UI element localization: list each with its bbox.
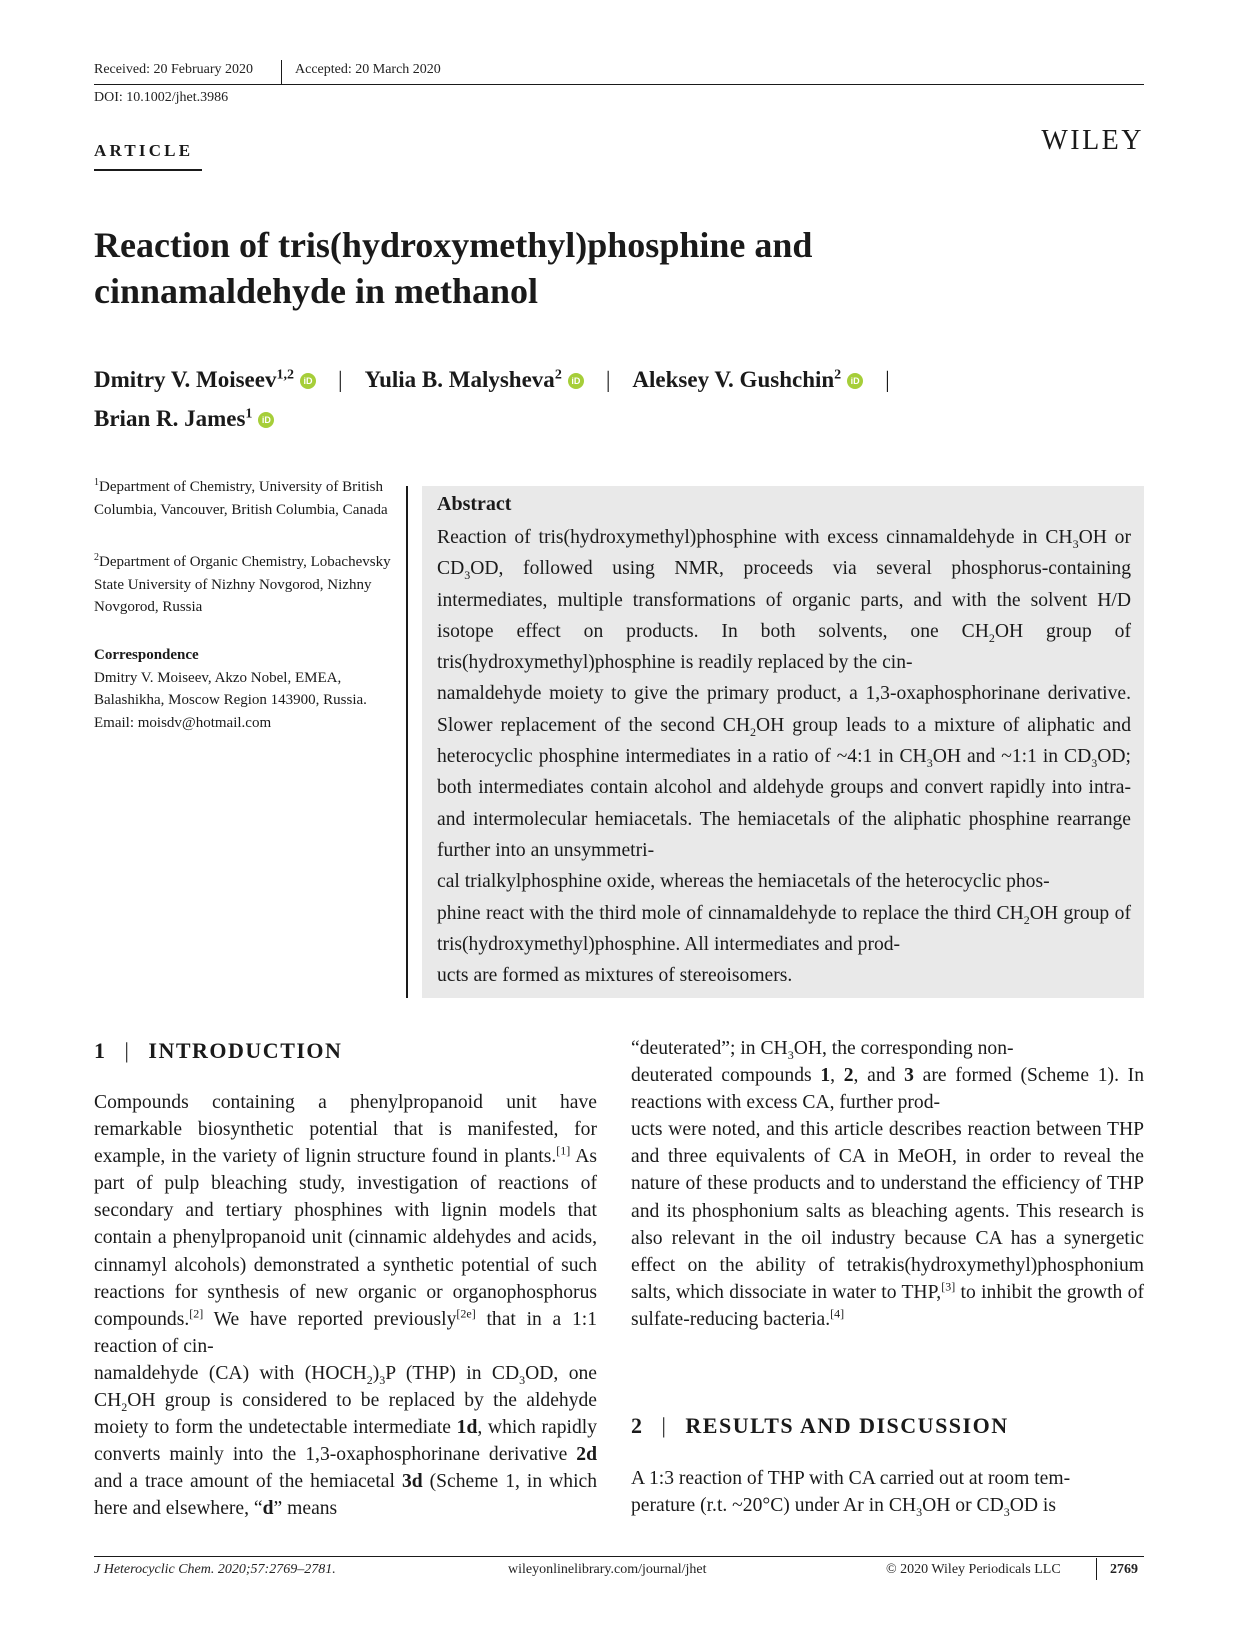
introduction-paragraph: Compounds containing a phenylpropanoid unit have remarkable biosynthetic potential that is manifested, for example, in the variety of lignin structure found in plants.[1] As part of pulp bleaching study, investigation of reactions of secondary and tertiary phosphines with lignin models that contain a phenylpropanoid unit (cinnamic aldehydes and acids, cinnamyl alcohols) demonstrated a synthetic potential of such reactions for synthesis of new organic or organophosphorus compounds.[2] We have reported previously[2e] that in a 1:1 reaction of cin- namaldehyde (CA) with $(HOCH_2)_3P$ (THP) in $CD_3OD$, one $CH_2OH$ group is considered to be replaced by the aldehyde moiety to form the undetectable intermediate 1d, which rapidly converts mainly into the 1,3-oxaphosphorinane derivative 2d and a trace amount of the hemiacetal 3d (Scheme 1, in which here and elsewhere, “d” means [94, 1092, 598, 1520]
journal-citation: J Heterocyclic Chem. 2020;57:2769–2781. [94, 1562, 336, 1577]
section-number: 2 [631, 1413, 644, 1438]
correspondence-email[interactable]: Email: moisdv@hotmail.com [94, 714, 272, 731]
affiliation-number: 2 [94, 552, 99, 563]
orcid-icon[interactable]: iD [300, 373, 316, 389]
affiliation-text: Department of Chemistry, University of British Columbia, Vancouver, British Columbia, Canada [94, 479, 388, 518]
orcid-icon[interactable]: iD [847, 373, 863, 389]
introduction-paragraph-continued: “deuterated”; in $CH_3OH$, the corresponding non- deuterated compounds 1, 2, and 3 are formed (Scheme 1). In reactions with excess CA, further prod- ucts were noted, and this article describes reaction between THP and three equivalents of CA in MeOH, in order to reveal the nature of these products and to understand the efficiency of THP and its phosphonium salts as bleaching agents. This research is also relevant in the oil industry because CA has a synergetic effect on the ability of tetrakis(hydroxymethyl)phosphonium salts, which dissociate in water to THP,[3] to inhibit the growth of sulfate-reducing bacteria.[4] [631, 1038, 1144, 1330]
orcid-icon[interactable]: iD [258, 412, 274, 428]
section-title: RESULTS AND DISCUSSION [685, 1413, 1009, 1438]
doi[interactable]: DOI: 10.1002/jhet.3986 [94, 90, 229, 105]
author-separator: | [337, 367, 343, 392]
article-type-underline [94, 169, 202, 171]
author-affiliation: 1,2 [276, 367, 294, 383]
copyright: © 2020 Wiley Periodicals LLC [886, 1562, 1061, 1577]
section-bar: | [661, 1413, 668, 1438]
correspondence [94, 644, 394, 734]
paper-title: Reaction of tris(hydroxymethyl)phosphine and cinnamaldehyde in methanol [94, 225, 813, 311]
author-affiliation: 1 [245, 406, 253, 422]
correspondence-heading: Correspondence [94, 647, 199, 663]
author-separator: | [605, 367, 611, 392]
author-affiliation: 2 [834, 367, 842, 383]
header-rule [94, 84, 1144, 85]
author-name[interactable]: Dmitry V. Moiseev [94, 367, 277, 392]
affiliation-text: Department of Organic Chemistry, Lobachevsky State University of Nizhny Novgorod, Nizhny Novgorod, Russia [94, 554, 391, 615]
correspondence-address: Dmitry V. Moiseev, Akzo Nobel, EMEA, Balashikha, Moscow Region 143900, Russia. [94, 669, 367, 708]
page-number: 2769 [1110, 1562, 1138, 1577]
author-name[interactable]: Brian R. James [94, 406, 246, 431]
journal-url[interactable]: wileyonlinelibrary.com/journal/jhet [508, 1562, 707, 1577]
results-paragraph: A 1:3 reaction of THP with CA carried out at room tem- perature (r.t. ~20°C) under Ar in $CH_3OH$ or $CD_3OD$ is [631, 1468, 1071, 1519]
accepted-date: Accepted: 20 March 2020 [295, 62, 441, 77]
author-list [94, 360, 1154, 438]
abstract-rule [406, 486, 408, 998]
affiliation [94, 551, 394, 619]
publisher-logo: WILEY [1041, 125, 1144, 156]
abstract-heading: Abstract [437, 493, 512, 515]
orcid-icon[interactable]: iD [568, 373, 584, 389]
affiliation-number: 1 [94, 477, 99, 488]
article-type-label: ARTICLE [94, 141, 194, 160]
abstract-body: Reaction of tris(hydroxymethyl)phosphine with excess cinnamaldehyde in $CH_3OH$ or $CD_3OD$, followed using NMR, proceeds via several phosphorus-containing intermediates, multiple transformations of organic parts, and with the solvent H/D isotope effect on products. In both solvents, one $CH_2OH$ group of tris(hydroxymethyl)phosphine is readily replaced by the cin- namaldehyde moiety to give the primary product, a 1,3-oxaphosphorinane derivative. Slower replacement of the second $CH_2OH$ group leads to a mixture of aliphatic and heterocyclic phosphine intermediates in a ratio of ~4:1 in $CH_3OH$ and ~1:1 in $CD_3OD$; both intermediates contain alcohol and aldehyde groups and convert rapidly into intra- and intermolecular hemiacetals. The hemiacetals of the aliphatic phosphine rearrange further into an unsymmetri- cal trialkylphosphine oxide, whereas the hemiacetals of the heterocyclic phos- phine react with the third mole of cinnamaldehyde to replace the third $CH_2OH$ group of tris(hydroxymethyl)phosphine. All intermediates and prod- ucts are formed as mixtures of stereoisomers. [437, 527, 1131, 987]
author-affiliation: 2 [554, 367, 562, 383]
section-number: 1 [94, 1038, 107, 1063]
received-date: Received: 20 February 2020 [94, 62, 254, 77]
footer-rule [94, 1556, 1144, 1557]
section-heading-introduction [94, 1038, 342, 1064]
author-name[interactable]: Yulia B. Malysheva [364, 367, 555, 392]
affiliation [94, 476, 394, 521]
header-divider [281, 60, 282, 84]
section-heading-results [631, 1413, 1009, 1439]
author-separator: | [885, 367, 890, 392]
footer-divider [1096, 1558, 1097, 1580]
section-title: INTRODUCTION [148, 1038, 343, 1063]
author-name[interactable]: Aleksey V. Gushchin [632, 367, 835, 392]
section-bar: | [124, 1038, 131, 1063]
